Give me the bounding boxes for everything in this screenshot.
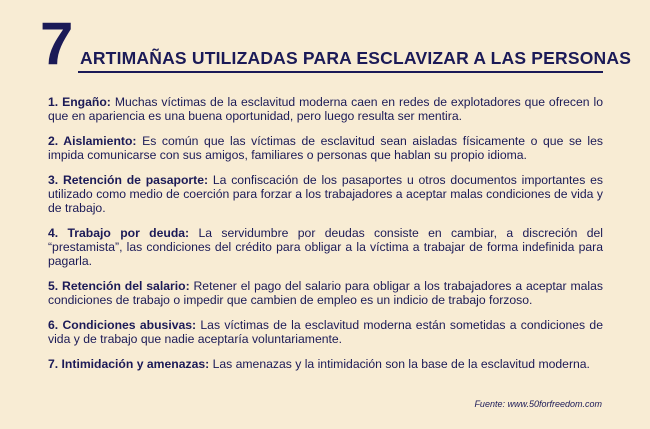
item-title: 4. Trabajo por deuda: bbox=[48, 226, 190, 240]
item-title: 6. Condiciones abusivas: bbox=[48, 318, 197, 332]
item-title: 3. Retención de pasaporte: bbox=[48, 173, 209, 187]
page-title: ARTIMAÑAS UTILIZADAS PARA ESCLAVIZAR A LAS PERSONAS bbox=[80, 48, 632, 68]
item-title: 2. Aislamiento: bbox=[48, 134, 137, 148]
tricks-list bbox=[48, 95, 603, 382]
list-item bbox=[48, 95, 603, 123]
item-text: Las amenazas y la intimidación son la base de la esclavitud moderna. bbox=[212, 357, 590, 371]
list-item bbox=[48, 134, 603, 162]
item-text: La servidumbre por deudas consiste en cambiar, a discreción del “prestamista”, las condiciones del crédito para obligar a la víctima a trabajar de forma indefinida para pagarla. bbox=[48, 226, 603, 268]
item-text: Muchas víctimas de la esclavitud moderna caen en redes de explotadores que ofrecen lo que en apariencia es una buena oportunidad, pero luego resulta ser mentira. bbox=[48, 95, 604, 123]
item-text: Las víctimas de la esclavitud moderna están sometidas a condiciones de vida y de trabajo que nadie aceptaría voluntariamente. bbox=[48, 318, 603, 346]
header-number: 7 bbox=[40, 10, 74, 77]
list-item bbox=[48, 173, 603, 215]
list-item bbox=[48, 279, 603, 307]
item-text: La confiscación de los pasaportes u otros documentos importantes es utilizado como medio de coerción para forzar a los trabajadores a aceptar malas condiciones de vida y de trabajo. bbox=[48, 173, 603, 215]
list-item bbox=[48, 318, 603, 346]
item-text: Es común que las víctimas de esclavitud sean aisladas físicamente o que se les impida comunicarse con sus amigos, familiares o personas que hablan su propio idioma. bbox=[48, 134, 603, 162]
list-item bbox=[48, 357, 603, 371]
item-title: 7. Intimidación y amenazas: bbox=[48, 357, 210, 371]
source-credit: Fuente: www.50forfreedom.com bbox=[474, 399, 602, 409]
title-underline bbox=[78, 71, 603, 73]
list-item bbox=[48, 226, 603, 268]
item-title: 1. Engaño: bbox=[48, 95, 111, 109]
item-text: Retener el pago del salario para obligar a los trabajadores a aceptar malas condiciones de trabajo o impedir que cambien de empleo es un indicio de trabajo forzoso. bbox=[48, 279, 603, 307]
item-title: 5. Retención del salario: bbox=[48, 279, 190, 293]
header bbox=[40, 10, 632, 77]
